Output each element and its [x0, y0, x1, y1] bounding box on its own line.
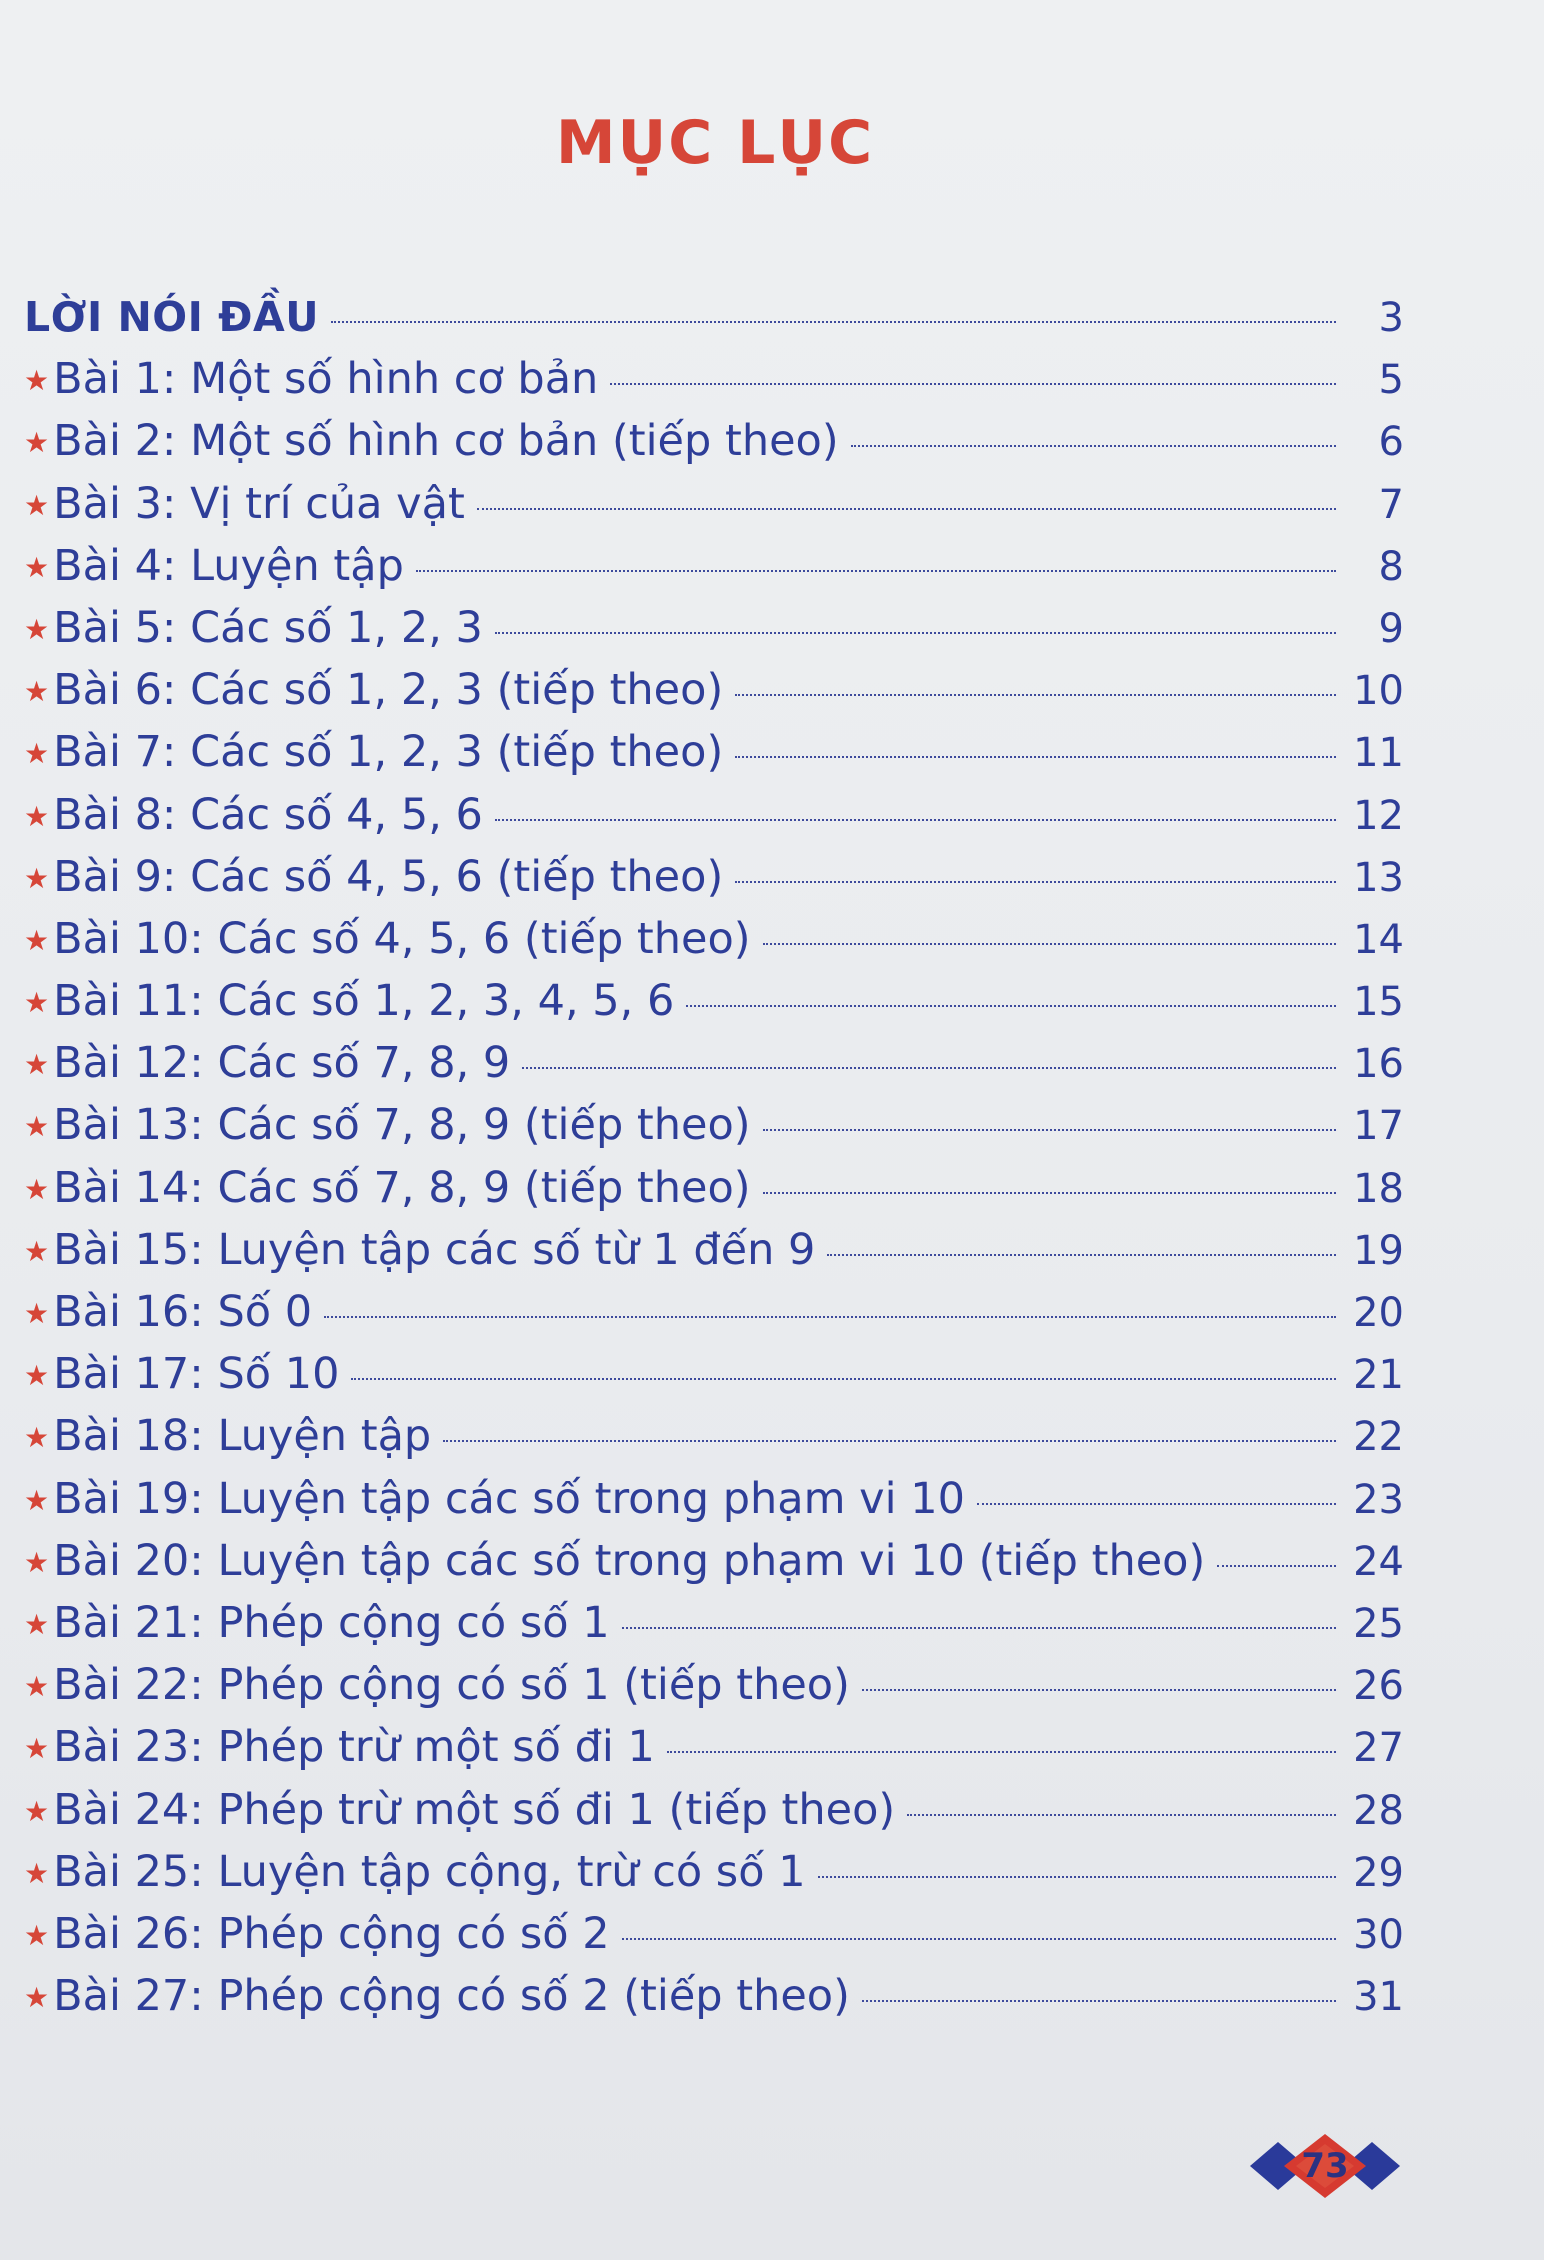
toc-entry-page: 31: [1353, 1974, 1404, 2021]
star-icon: ★: [24, 1918, 50, 1952]
star-icon: ★: [24, 799, 50, 833]
toc-entry-title: Bài 10: Các số 4, 5, 6 (tiếp theo): [53, 913, 751, 964]
dotted-leader: [1217, 1565, 1336, 1567]
toc-entry-title: Bài 4: Luyện tập: [53, 540, 404, 591]
toc-row: [24, 970, 1404, 1032]
toc-row: [24, 473, 1404, 535]
toc-entry-title: Bài 26: Phép cộng có số 2: [53, 1908, 610, 1959]
dotted-leader: [851, 445, 1336, 447]
star-icon: ★: [24, 675, 50, 709]
dotted-leader: [443, 1440, 1336, 1442]
star-icon: ★: [24, 1483, 50, 1517]
toc-row: [24, 535, 1404, 597]
toc-entry-title: Bài 22: Phép cộng có số 1 (tiếp theo): [53, 1660, 850, 1711]
toc-entry-title: Bài 3: Vị trí của vật: [53, 478, 465, 529]
toc-row: [24, 1157, 1404, 1219]
toc-entry-page: 9: [1378, 605, 1404, 652]
star-icon: ★: [24, 1732, 50, 1766]
toc-row: [24, 1779, 1404, 1841]
toc-entry-title: Bài 1: Một số hình cơ bản: [53, 354, 599, 405]
toc-entry-title: Bài 23: Phép trừ một số đi 1: [53, 1722, 655, 1773]
toc-entry-title: Bài 11: Các số 1, 2, 3, 4, 5, 6: [53, 976, 675, 1027]
toc-entry-page: 24: [1353, 1538, 1404, 1585]
toc-entry-page: 23: [1353, 1476, 1404, 1523]
star-icon: ★: [24, 1856, 50, 1890]
toc-row: [24, 784, 1404, 846]
dotted-leader: [610, 383, 1336, 385]
dotted-leader: [977, 1503, 1336, 1505]
toc-row: [24, 410, 1404, 472]
dotted-leader: [735, 881, 1336, 883]
star-icon: ★: [24, 1794, 50, 1828]
toc-row: [24, 721, 1404, 783]
toc-entry-page: 29: [1353, 1849, 1404, 1896]
star-icon: ★: [24, 737, 50, 771]
dotted-leader: [351, 1378, 1336, 1380]
toc-entry-title: Bài 12: Các số 7, 8, 9: [53, 1038, 511, 1089]
toc-row: [24, 1032, 1404, 1094]
toc-entry-page: 11: [1353, 730, 1404, 777]
toc-row: [24, 1094, 1404, 1156]
toc-entry-page: 10: [1353, 668, 1404, 715]
toc-entry-title: Bài 18: Luyện tập: [53, 1411, 432, 1462]
toc-entry-title: Bài 5: Các số 1, 2, 3: [53, 602, 483, 653]
toc-entry-page: 19: [1353, 1227, 1404, 1274]
toc-row: [24, 846, 1404, 908]
dotted-leader: [667, 1751, 1336, 1753]
toc-entry-page: 16: [1353, 1041, 1404, 1088]
toc-row: [24, 348, 1404, 410]
toc-entry-page: 18: [1353, 1165, 1404, 1212]
toc-entry-page: 5: [1378, 357, 1404, 404]
toc-row: [24, 1965, 1404, 2027]
toc-entry-title: Bài 17: Số 10: [53, 1349, 340, 1400]
dotted-leader: [331, 321, 1336, 323]
toc-row: [24, 1405, 1404, 1467]
star-icon: ★: [24, 1110, 50, 1144]
dotted-leader: [763, 943, 1336, 945]
toc-entry-title: Bài 25: Luyện tập cộng, trừ có số 1: [53, 1846, 806, 1897]
star-icon: ★: [24, 364, 50, 398]
star-icon: ★: [24, 1048, 50, 1082]
star-icon: ★: [24, 612, 50, 646]
star-icon: ★: [24, 1545, 50, 1579]
toc-entry-title: Bài 19: Luyện tập các số trong phạm vi 10: [53, 1473, 965, 1524]
dotted-leader: [827, 1254, 1336, 1256]
toc-row: [24, 1654, 1404, 1716]
toc-entry-title: Bài 20: Luyện tập các số trong phạm vi 10 (tiếp theo): [53, 1535, 1206, 1586]
dotted-leader: [735, 756, 1336, 758]
dotted-leader: [862, 1689, 1336, 1691]
toc-entry-page: 14: [1353, 916, 1404, 963]
star-icon: ★: [24, 861, 50, 895]
dotted-leader: [416, 570, 1336, 572]
dotted-leader: [622, 1627, 1336, 1629]
toc-row: [24, 1530, 1404, 1592]
toc-entry-title: Bài 7: Các số 1, 2, 3 (tiếp theo): [53, 727, 724, 778]
star-icon: ★: [24, 1670, 50, 1704]
toc-row: [24, 1219, 1404, 1281]
star-icon: ★: [24, 1172, 50, 1206]
toc-entry-title: Bài 6: Các số 1, 2, 3 (tiếp theo): [53, 665, 724, 716]
dotted-leader: [862, 2000, 1336, 2002]
dotted-leader: [477, 508, 1336, 510]
toc-row: [24, 659, 1404, 721]
star-icon: ★: [24, 986, 50, 1020]
dotted-leader: [686, 1005, 1336, 1007]
star-icon: ★: [24, 923, 50, 957]
toc-entry-page: 6: [1378, 419, 1404, 466]
toc-entry-title: Bài 21: Phép cộng có số 1: [53, 1597, 610, 1648]
toc-entry-page: 20: [1353, 1290, 1404, 1336]
page-number-badge: [1250, 2134, 1400, 2198]
dotted-leader: [907, 1814, 1336, 1816]
toc-entry-title: Bài 8: Các số 4, 5, 6: [53, 789, 483, 840]
toc-row: [24, 1841, 1404, 1903]
toc-entry-page: 27: [1353, 1725, 1404, 1772]
page-title: MỤC LỤC: [555, 108, 875, 178]
toc-entry-page: 8: [1378, 543, 1404, 590]
star-icon: ★: [24, 1421, 50, 1455]
dotted-leader: [763, 1192, 1336, 1194]
star-icon: ★: [24, 1607, 50, 1641]
toc-preface-row: [24, 286, 1404, 348]
toc-row: [24, 1281, 1404, 1343]
toc-row: [24, 1716, 1404, 1778]
dotted-leader: [495, 819, 1336, 821]
dotted-leader: [763, 1129, 1336, 1131]
dotted-leader: [622, 1938, 1336, 1940]
toc-entry-page: 7: [1378, 481, 1404, 528]
toc-entry-title: Bài 16: Số 0: [53, 1287, 313, 1337]
toc-row: [24, 1903, 1404, 1965]
toc-entry-page: 12: [1353, 792, 1404, 839]
toc-entry-page: 17: [1353, 1103, 1404, 1150]
dotted-leader: [818, 1876, 1336, 1878]
toc-entry-page: 26: [1353, 1663, 1404, 1710]
star-icon: ★: [24, 1234, 50, 1268]
toc-row: [24, 1592, 1404, 1654]
dotted-leader: [495, 632, 1336, 634]
dotted-leader: [324, 1316, 1336, 1318]
dotted-leader: [735, 694, 1336, 696]
toc-entry-page: 15: [1353, 979, 1404, 1026]
toc-entry-title: Bài 27: Phép cộng có số 2 (tiếp theo): [53, 1971, 850, 2022]
star-icon: ★: [24, 488, 50, 522]
toc-row: [24, 908, 1404, 970]
toc-entry-page: 21: [1353, 1352, 1404, 1399]
toc-entry-title: Bài 9: Các số 4, 5, 6 (tiếp theo): [53, 851, 724, 902]
star-icon: ★: [24, 1359, 50, 1393]
toc-row: [24, 1343, 1404, 1405]
toc-entry-page: 22: [1353, 1414, 1404, 1461]
toc-row: [24, 1468, 1404, 1530]
toc-row: [24, 597, 1404, 659]
page-number: 73: [1301, 2146, 1349, 2186]
toc-entry-title: Bài 14: Các số 7, 8, 9 (tiếp theo): [53, 1162, 751, 1213]
star-icon: ★: [24, 550, 50, 584]
dotted-leader: [522, 1067, 1336, 1069]
toc-entry-page: 13: [1353, 854, 1404, 901]
star-icon: ★: [24, 426, 50, 460]
star-icon: ★: [24, 1297, 50, 1330]
toc-entry-title: Bài 2: Một số hình cơ bản (tiếp theo): [53, 416, 839, 467]
star-icon: ★: [24, 1981, 50, 2015]
toc-entry-title: LỜI NÓI ĐẦU: [24, 293, 320, 341]
toc-entry-page: 3: [1378, 295, 1404, 341]
toc-entry-title: Bài 24: Phép trừ một số đi 1 (tiếp theo): [53, 1784, 896, 1835]
toc-entry-title: Bài 15: Luyện tập các số từ 1 đến 9: [53, 1224, 816, 1275]
toc-entry-page: 30: [1353, 1911, 1404, 1958]
table-of-contents: [24, 286, 1404, 2027]
toc-entry-title: Bài 13: Các số 7, 8, 9 (tiếp theo): [53, 1100, 751, 1151]
toc-entry-page: 28: [1353, 1787, 1404, 1834]
toc-entry-page: 25: [1353, 1600, 1404, 1647]
